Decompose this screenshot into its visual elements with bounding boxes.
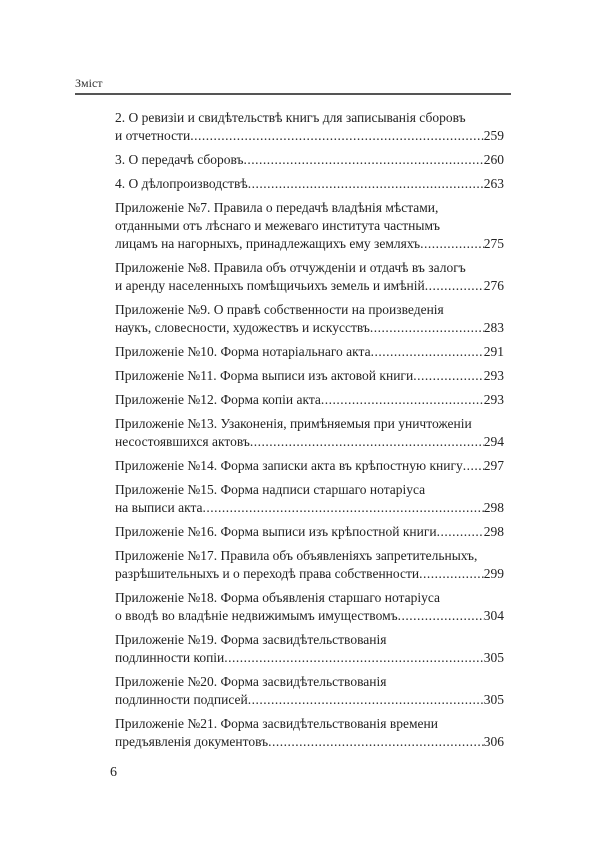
toc-entry[interactable] <box>115 175 504 193</box>
toc-page-number: 275 <box>483 236 504 251</box>
toc-entry-last-line <box>115 457 504 475</box>
toc-entry-last-line <box>115 691 504 709</box>
toc-page-number: 305 <box>483 692 504 707</box>
dot-leader <box>463 457 484 475</box>
toc-entry-text: разрѣшительныхъ и о переходѣ права собственности <box>115 566 420 581</box>
toc-entry-text: Приложеніе №12. Форма копіи акта <box>115 392 321 407</box>
toc-page-number: 305 <box>483 650 504 665</box>
toc-entry[interactable] <box>115 457 504 475</box>
toc-page-number: 298 <box>483 500 504 515</box>
toc-entry-text: Приложеніе №19. Форма засвидѣтельствованія <box>115 632 387 647</box>
toc-entry-text: Приложеніе №21. Форма засвидѣтельствованія времени <box>115 716 438 731</box>
toc-entry[interactable] <box>115 481 504 517</box>
dot-leader <box>413 367 484 385</box>
toc-page-number: 283 <box>483 320 504 335</box>
dot-leader <box>420 235 484 253</box>
toc-page-number: 260 <box>483 152 504 167</box>
toc-entry-text: Приложеніе №20. Форма засвидѣтельствованія <box>115 674 387 689</box>
toc-entry-last-line <box>115 607 504 625</box>
toc-entry-last-line <box>115 523 504 541</box>
toc-entry-text: Приложеніе №15. Форма надписи старшаго нотаріуса <box>115 482 426 497</box>
toc-entry-last-line <box>115 649 504 667</box>
dot-leader <box>321 391 484 409</box>
dot-leader <box>248 691 484 709</box>
toc-page-number: 294 <box>483 434 504 449</box>
toc-page-number: 304 <box>483 608 504 623</box>
toc-entry[interactable] <box>115 109 504 145</box>
toc-page-number: 291 <box>483 344 504 359</box>
toc-entry-text: 2. О ревизіи и свидѣтельствѣ книгъ для записыванія сборовъ <box>115 110 466 125</box>
toc-entry[interactable] <box>115 523 504 541</box>
toc-page-number: 297 <box>483 458 504 473</box>
toc-entry-last-line <box>115 343 504 361</box>
dot-leader <box>419 565 484 583</box>
toc-entry[interactable] <box>115 415 504 451</box>
toc-page-number: 298 <box>483 524 504 539</box>
dot-leader <box>224 649 483 667</box>
toc-entry-text: отданными отъ лѣснаго и межеваго института частнымъ <box>115 218 440 233</box>
toc-entry-last-line <box>115 499 504 517</box>
toc-page-number: 306 <box>483 734 504 749</box>
toc-entry-last-line <box>115 391 504 409</box>
toc-entry-text: и аренду населенныхъ помѣщичьихъ земель и имѣній <box>115 278 425 293</box>
dot-leader <box>437 523 484 541</box>
toc-entry-text: подлинности подписей <box>115 692 248 707</box>
toc-entry[interactable] <box>115 151 504 169</box>
table-of-contents <box>115 109 504 757</box>
toc-entry-text: Приложеніе №10. Форма нотаріальнаго акта <box>115 344 371 359</box>
toc-entry[interactable] <box>115 631 504 667</box>
toc-entry[interactable] <box>115 301 504 337</box>
toc-page-number: 263 <box>483 176 504 191</box>
toc-entry-text: Приложеніе №13. Узаконенія, примѣняемыя при уничтоженіи <box>115 416 472 431</box>
toc-entry-text: Приложеніе №9. О правѣ собственности на произведенія <box>115 302 444 317</box>
toc-entry[interactable] <box>115 547 504 583</box>
toc-entry[interactable] <box>115 259 504 295</box>
toc-entry-text: Приложеніе №16. Форма выписи изъ крѣпостной книги <box>115 524 437 539</box>
toc-entry-text: несостоявшихся актовъ <box>115 434 250 449</box>
dot-leader <box>268 733 484 751</box>
toc-entry[interactable] <box>115 343 504 361</box>
header-rule <box>75 93 511 95</box>
toc-entry[interactable] <box>115 715 504 751</box>
toc-entry-text: на выписи акта <box>115 500 203 515</box>
toc-entry-last-line <box>115 277 504 295</box>
toc-page-number: 293 <box>483 368 504 383</box>
toc-entry-last-line <box>115 367 504 385</box>
toc-entry[interactable] <box>115 673 504 709</box>
toc-entry-text: наукъ, словесности, художествъ и искусствъ <box>115 320 370 335</box>
toc-page-number: 299 <box>483 566 504 581</box>
toc-entry-last-line <box>115 565 504 583</box>
dot-leader <box>244 151 484 169</box>
toc-entry[interactable] <box>115 367 504 385</box>
toc-entry-text: Приложеніе №14. Форма записки акта въ крѣпостную книгу <box>115 458 463 473</box>
toc-entry-text: Приложеніе №8. Правила объ отчужденіи и отдачѣ въ залогъ <box>115 260 466 275</box>
dot-leader <box>371 343 484 361</box>
toc-entry-last-line <box>115 151 504 169</box>
toc-entry-text: лицамъ на нагорныхъ, принадлежащихъ ему земляхъ <box>115 236 421 251</box>
running-header: Зміст <box>75 76 103 90</box>
toc-entry-last-line <box>115 733 504 751</box>
toc-entry-text: подлинности копіи <box>115 650 225 665</box>
toc-entry-text: 3. О передачѣ сборовъ <box>115 152 244 167</box>
toc-entry-last-line <box>115 433 504 451</box>
toc-entry-last-line <box>115 127 504 145</box>
dot-leader <box>248 175 484 193</box>
dot-leader <box>203 499 484 517</box>
toc-entry[interactable] <box>115 199 504 253</box>
toc-entry-text: Приложеніе №17. Правила объ объявленіяхъ запретительныхъ, <box>115 548 478 563</box>
toc-entry-text: и отчетности <box>115 128 191 143</box>
toc-page-number: 259 <box>483 128 504 143</box>
page-number: 6 <box>110 765 117 780</box>
toc-entry-text: Приложеніе №7. Правила о передачѣ владѣнія мѣстами, <box>115 200 439 215</box>
toc-entry-last-line <box>115 319 504 337</box>
toc-entry[interactable] <box>115 391 504 409</box>
dot-leader <box>190 127 484 145</box>
toc-entry-text: Приложеніе №11. Форма выписи изъ актовой книги <box>115 368 414 383</box>
toc-entry-last-line <box>115 235 504 253</box>
dot-leader <box>425 277 484 295</box>
dot-leader <box>250 433 484 451</box>
toc-entry-text: 4. О дѣлопроизводствѣ <box>115 176 248 191</box>
dot-leader <box>398 607 484 625</box>
toc-page-number: 276 <box>483 278 504 293</box>
dot-leader <box>370 319 484 337</box>
toc-entry[interactable] <box>115 589 504 625</box>
toc-entry-last-line <box>115 175 504 193</box>
toc-page-number: 293 <box>483 392 504 407</box>
toc-entry-text: Приложеніе №18. Форма объявленія старшаго нотаріуса <box>115 590 440 605</box>
toc-entry-text: предъявленія документовъ <box>115 734 269 749</box>
toc-entry-text: о вводѣ во владѣніе недвижимымъ имуществомъ <box>115 608 398 623</box>
